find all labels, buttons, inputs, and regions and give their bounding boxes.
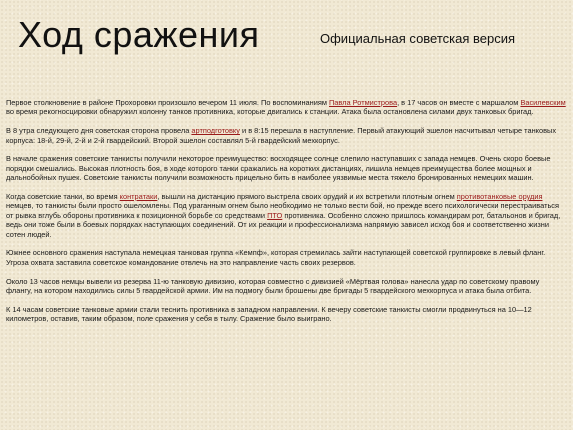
paragraph: [6, 154, 566, 182]
page-title: Ход сражения: [18, 14, 260, 55]
hyperlink[interactable]: ПТО: [267, 210, 283, 220]
paragraph: [6, 277, 566, 296]
paragraph: [6, 305, 566, 324]
hyperlink[interactable]: контратаки: [119, 192, 158, 202]
paragraph-text: , вышли на дистанцию прямого выстрела своих орудий и их встретили плотным огнем: [157, 192, 457, 202]
paragraph: [6, 126, 566, 145]
paragraph-text: противника. Особенно сложно пришлось командирам рот, батальонов и бригад, ведь они тоже были в боевых порядках наступающих соединений. От их реакции и профессионализма напрямую зависел исход боя и соответственно жизни сотен людей.: [6, 210, 561, 239]
paragraph: [6, 98, 566, 117]
paragraph-text: во время рекогносцировки обнаружил колонну танков противника, которые двигались к станции. Атака была остановлена силами двух танковых бригад.: [6, 107, 534, 117]
hyperlink[interactable]: противотанковые орудия: [456, 192, 543, 202]
paragraph-text: немцев, то танкисты были просто ошеломлены. Под ураганным огнем было необходимо не только вести бой, но прежде всего психологически перестраиваться от рывка вглубь обороны противника к позиционной борьбе со средствами: [6, 201, 560, 220]
page-subtitle: Официальная советская версия: [320, 31, 516, 46]
paragraph-text: Когда советские танки, во время: [6, 192, 120, 202]
paragraph-text: , в 17 часов он вместе с маршалом: [397, 98, 521, 107]
paragraph: [6, 248, 566, 267]
paragraph-text: Около 13 часов немцы вывели из резерва 11-ю танковую дивизию, которая совместно с дивизией «Мёртвая голова» нанесла удар по советскому правому флангу, на котором находились силы 5 гвардейской армии. Им на подмогу были брошены две бригады 5 гвардейского мехкорпуса и атака была отбита.: [6, 276, 540, 296]
text-body: [6, 98, 566, 333]
paragraph: [6, 192, 566, 239]
paragraph-text: В начале сражения советские танкисты получили некоторое преимущество: восходящее солнце слепило наступавших с запада немцев. Очень скоро боевые порядки смешались. Высокая плотность боя, в ходе которого танки сражались на коротких дистанциях, лишила немцев преимущества более мощных и дальнобойных пушек. Советские танкисты получили возможность прицельно бить в наиболее уязвимые места тяжело бронированных немецких машин.: [6, 154, 551, 183]
paragraph-text: К 14 часам советские танковые армии стали теснить противника в западном направлении. К вечеру советские танкисты смогли продвинуться на 10—12 километров, оставив, таким образом, поле сражения у себя в тылу. Сражение было выиграно.: [6, 304, 532, 324]
paragraph-text: Южнее основного сражения наступала немецкая танковая группа «Кемпф», которая стремилась зайти наступающей советской группировке в левый фланг. Угроза охвата заставила советское командование отвлечь на это направление часть своих резервов.: [6, 248, 546, 267]
hyperlink[interactable]: артподготовку: [191, 126, 240, 136]
paragraph-text: В 8 утра следующего дня советская сторона провела: [6, 126, 192, 136]
hyperlink[interactable]: Василевским: [520, 98, 566, 107]
paragraph-text: Первое столкновение в районе Прохоровки произошло вечером 11 июля. По воспоминаниям: [6, 98, 329, 107]
hyperlink[interactable]: Павла Ротмистрова: [329, 98, 398, 107]
paragraph-text: и в 8:15 перешла в наступление. Первый атакующий эшелон насчитывал четыре танковых корпуса: 18-й, 29-й, 2-й и 2-й гвардейский. Второй эшелон составлял 5-й гвардейский мехкорпус.: [6, 126, 557, 145]
